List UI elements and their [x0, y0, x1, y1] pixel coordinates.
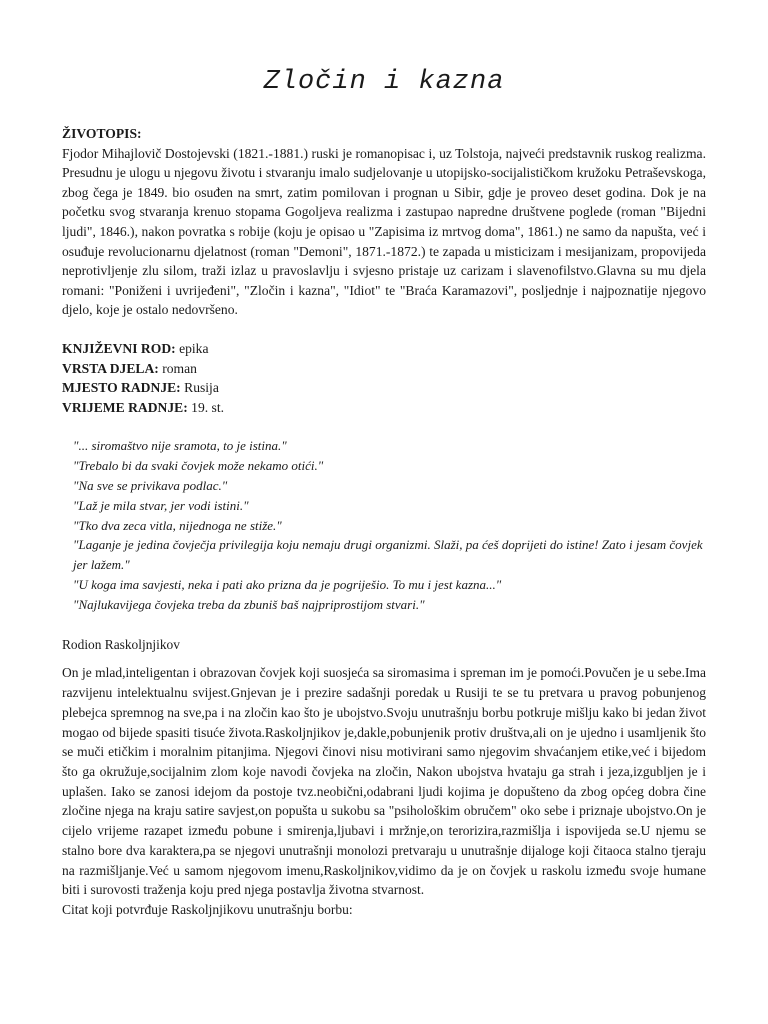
quote-item: "Tko dva zeca vitla, nijednoga ne stiže."	[73, 517, 282, 533]
fact-row	[62, 398, 706, 418]
quote-item: "U koga ima savjesti, neka i pati ako prizna da je pogriješio. To mu i jest kazna..."	[73, 576, 502, 592]
fact-label: VRSTA DJELA:	[62, 360, 159, 376]
fact-value: 19. st.	[191, 399, 225, 415]
work-facts	[62, 339, 706, 417]
quote-item: "Najlukavijega čovjeka treba da zbuniš baš najpriprostijom stvari."	[73, 596, 425, 612]
character-description: On je mlad,inteligentan i obrazovan čovjek koji suosjeća sa siromasima i spreman im je pomoći.Povučen je u sebe.Ima razvijenu intelektualnu svijest.Gnjevan je i prezire sadašnji poredak u Rusiji te se tu pretvara u pravog pobunjenog plebejca spremnog na sve,pa i na zločin kao što je ubojstvo.Svoju unutrašnju borbu potkruje mišlju kako bi jedan život mogao od bijede spasiti tisuće života.Raskoljnjikov je,dakle,pobunjenik protiv društva,ali on je ujedno i usamljenik što se muči etičkim i moralnim pitanjima. Njegovi činovi nisu motivirani samo njegovim shvaćanjem etike,već i bijedom što ga okružuje,socijalnim zlom koje navodi čovjeka na zločin, Nakon ubojstva hvataju ga strah i jeza,izgubljen je i uplašen. Iako se zanosi idejom da postoje tvz.neobični,odabrani ljudi kojima je dopušteno da zbog općeg dobra čine zločine njega na kraju satire savjest,on popušta u sukobu sa "psihološkim obručem" oko sebe i priznaje ubojstvo.On je cijelo vrijeme razapet između pobune i smirenja,ljubavi i mržnje,on terorizira,razmišlja i ispovijeda se.U njemu se stalno bore dva karaktera,pa se njegovi unutrašnji monolozi pretvaraju u unutrašnje dijaloge koji čitaoca stalno tjeraju na razmišljanje.Već u samom njegovom imenu,Raskoljnikov,vidimo da je on čovjek u raskolu između svoje humane biti i surovosti traženja koju pred njega postavlja životna stvarnost.	[62, 665, 706, 898]
biography-heading: ŽIVOTOPIS:	[62, 126, 142, 141]
quote-item: "Na sve se privikava podlac."	[73, 477, 228, 493]
document-page	[62, 0, 706, 920]
quote-item: "Trebalo bi da svaki čovjek može nekamo otići."	[73, 458, 324, 474]
fact-value: epika	[179, 340, 209, 356]
quote-item: "Laganje je jedina čovječja privilegija koju nemaju drugi organizmi. Slaži, pa ćeš doprijeti do istine! Zato i jesam čovjek jer lažem."	[73, 537, 703, 573]
fact-label: KNJIŽEVNI ROD:	[62, 340, 176, 356]
fact-row	[62, 359, 706, 379]
fact-label: MJESTO RADNJE:	[62, 380, 181, 396]
biography-text: Fjodor Mihajlovič Dostojevski (1821.-1881.) ruski je romanopisac i, uz Tolstoja, najveći predstavnik ruskog realizma. Presudnu je ulogu u njegovu životu i stvaranju imalo sudjelovanje u utopijsko-socijalističkom kružoku Petraševskoga, zbog čega je 1849. bio osuđen na smrt, zatim pomilovan i prognan u Sibir, gdje je proveo deset godina. Dok je na početku svog stvaranja krenuo stopama Gogoljeva realizma i zastupao napredne društvene poglede (roman "Bijedni ljudi", 1846.), nakon povratka s robije (koju je opisao u "Zapisima iz mrtvog doma", 1861.) ne samo da napušta, već i osuđuje revolucionarnu djelatnost (roman "Demoni", 1871.-1872.) te zapada u misticizam i mesijanizam, propovijeda neprotivljenje zlu silom, traži izlaz u pravoslavlju i svjesno pristaje uz carizam i slavenofilstvo.Glavna su mu djela romani: "Poniženi i uvrijeđeni", "Zločin i kazna", "Idiot" te "Braća Karamazovi", posljednje i najpoznatije njegovo djelo, koje je ostalo nedovršeno.	[62, 145, 706, 318]
fact-row	[62, 339, 706, 359]
fact-value: Rusija	[184, 380, 219, 396]
closing-line: Citat koji potvrđuje Raskoljnjikovu unutrašnju borbu:	[62, 901, 353, 917]
page-title: Zločin i kazna	[263, 67, 505, 97]
fact-value: roman	[162, 360, 197, 376]
quote-item: "... siromaštvo nije sramota, to je istina."	[73, 438, 287, 454]
quotes-list	[73, 436, 706, 614]
biography-section	[62, 124, 706, 320]
fact-label: VRIJEME RADNJE:	[62, 399, 188, 415]
quote-item: "Laž je mila stvar, jer vodi istini."	[73, 497, 249, 513]
fact-row	[62, 378, 706, 398]
character-heading: Rodion Raskoljnjikov	[62, 637, 180, 653]
